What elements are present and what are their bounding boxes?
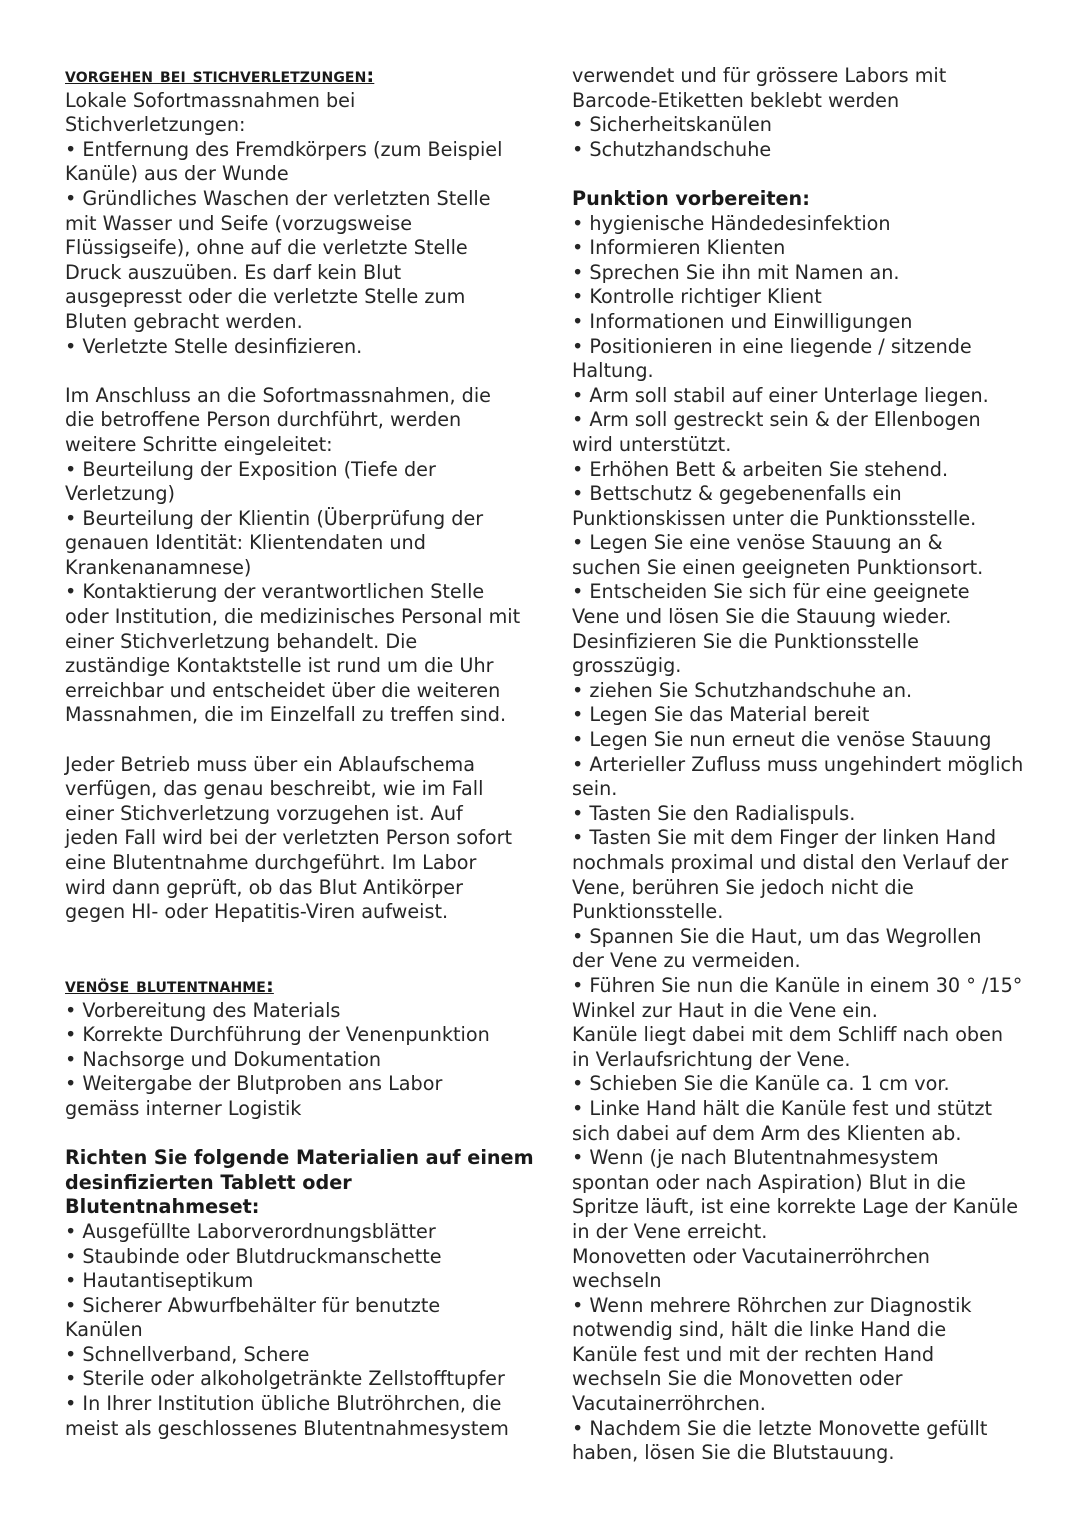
text-line: • Nachsorge und Dokumentation	[65, 1047, 382, 1071]
text-line: jeden Fall wird bei der verletzten Person sofort	[65, 826, 512, 850]
text-line: einer Stichverletzung vorzugehen ist. Auf	[65, 801, 463, 825]
text-line: • Positionieren in eine liegende / sitzende	[572, 334, 972, 358]
text-line: Spritze läuft, ist eine korrekte Lage der Kanüle	[572, 1195, 1019, 1219]
text-line: • In Ihrer Institution übliche Blutröhrchen, die	[65, 1392, 502, 1416]
left-section4-lines	[65, 999, 535, 1122]
left-section3-lines	[65, 753, 535, 925]
text-line: Punktionskissen unter die Punktionsstelle.	[572, 506, 977, 530]
text-line: • Ausgefüllte Laborverordnungsblätter	[65, 1219, 436, 1243]
text-line: • Bettschutz & gegebenenfalls ein	[572, 482, 902, 506]
text-line: • Sterile oder alkoholgetränkte Zellstofftupfer	[65, 1367, 505, 1391]
text-line: oder Institution, die medizinisches Personal mit	[65, 605, 521, 629]
text-line: Bluten gebracht werden.	[65, 309, 303, 333]
left-section1-lines	[65, 89, 535, 360]
text-line: • Erhöhen Bett & arbeiten Sie stehend.	[572, 457, 949, 481]
text-line: Desinfizieren Sie die Punktionsstelle grosszügig.	[572, 629, 919, 678]
text-line: erreichbar und entscheidet über die weiteren	[65, 678, 501, 702]
text-line: wechseln Sie die Monovetten oder	[572, 1367, 903, 1391]
text-line: gegen HI- oder Hepatitis-Viren aufweist.	[65, 900, 449, 924]
text-line: • Schutzhandschuhe	[572, 137, 772, 161]
text-line: Vacutainerröhrchen.	[572, 1392, 766, 1416]
text-line: • Kontaktierung der verantwortlichen Stelle	[65, 580, 485, 604]
text-line: sein.	[572, 777, 618, 801]
spacer	[65, 1122, 535, 1147]
text-line: Krankenanamnese)	[65, 555, 252, 579]
text-line: • Beurteilung der Klientin (Überprüfung der	[65, 506, 484, 530]
text-line: • Legen Sie eine venöse Stauung an &	[572, 531, 943, 555]
heading-materialien	[65, 1146, 535, 1220]
text-line: in der Vene erreicht.	[572, 1219, 768, 1243]
text-line: in Verlaufsrichtung der Vene.	[572, 1047, 851, 1071]
text-line: • Schnellverband, Schere	[65, 1342, 310, 1366]
text-line: Punktionsstelle.	[572, 900, 724, 924]
text-line: • Informieren Klienten	[572, 236, 786, 260]
text-line: • Führen Sie nun die Kanüle in einem 30 ° /15°	[572, 973, 1023, 997]
heading-stichverletzungen: vorgehen bei stichverletzungen:	[65, 64, 375, 87]
text-line: • Schieben Sie die Kanüle ca. 1 cm vor.	[572, 1072, 950, 1096]
text-line: Vene, berühren Sie jedoch nicht die	[572, 875, 914, 899]
text-line: • Wenn (je nach Blutentnahmesystem	[572, 1146, 939, 1170]
text-line: weitere Schritte eingeleitet:	[65, 432, 333, 456]
text-line: • Spannen Sie die Haut, um das Wegrollen	[572, 924, 982, 948]
text-line: • Linke Hand hält die Kanüle fest und stützt	[572, 1096, 992, 1120]
right-section1-lines	[572, 64, 1032, 162]
text-line: eine Blutentnahme durchgeführt. Im Labor	[65, 851, 477, 874]
heading-venoese-blutentnahme: venöse blutentnahme:	[65, 973, 274, 997]
right-section2-lines	[572, 212, 1032, 1466]
text-line: notwendig sind, hält die linke Hand die	[572, 1318, 947, 1342]
text-line: suchen Sie einen geeigneten Punktionsort.	[572, 555, 984, 579]
text-line: • Arterieller Zufluss muss ungehindert möglich	[572, 752, 1024, 776]
text-line: Kanüle fest und mit der rechten Hand	[572, 1342, 935, 1366]
spacer	[572, 162, 1032, 187]
spacer	[65, 359, 535, 384]
text-line: Verletzung)	[65, 482, 176, 506]
text-line: meist als geschlossenes Blutentnahmesystem	[65, 1416, 509, 1440]
text-line: Richten Sie folgende Materialien auf einem	[65, 1146, 534, 1170]
text-line: • Entfernung des Fremdkörpers (zum Beispiel	[65, 137, 503, 161]
text-line: • Informationen und Einwilligungen	[572, 309, 913, 333]
text-line: • Tasten Sie den Radialispuls.	[572, 801, 856, 825]
text-line: wechseln	[572, 1269, 662, 1293]
text-line: haben, lösen Sie die Blutstauung.	[572, 1441, 895, 1465]
text-line: • Korrekte Durchführung der Venenpunktion	[65, 1023, 490, 1047]
text-line: • Weitergabe der Blutproben ans Labor	[65, 1072, 443, 1096]
text-line: • ziehen Sie Schutzhandschuhe an.	[572, 678, 913, 702]
text-line: • Nachdem Sie die letzte Monovette gefüllt	[572, 1416, 988, 1440]
text-line: verfügen, das genau beschreibt, wie im Fall	[65, 777, 484, 801]
text-line: verwendet und für grössere Labors mit	[572, 64, 947, 87]
text-line: Monovetten oder Vacutainerröhrchen	[572, 1244, 930, 1268]
text-line: mit Wasser und Seife (vorzugsweise	[65, 211, 413, 235]
spacer	[65, 728, 535, 753]
text-line: wird dann geprüft, ob das Blut Antikörper	[65, 875, 463, 899]
left-section5-lines	[65, 1220, 535, 1441]
text-line: • Sicherheitskanülen	[572, 113, 772, 137]
text-line: spontan oder nach Aspiration) Blut in die	[572, 1170, 966, 1194]
text-line: • Wenn mehrere Röhrchen zur Diagnostik	[572, 1293, 972, 1317]
text-line: Vene und lösen Sie die Stauung wieder.	[572, 605, 952, 629]
text-line: Kanüle) aus der Wunde	[65, 162, 289, 186]
text-line: sich dabei auf dem Arm des Klienten ab.	[572, 1121, 962, 1145]
heading-punktion-vorbereiten: Punktion vorbereiten:	[572, 186, 810, 210]
text-line: Kanüle liegt dabei mit dem Schliff nach oben	[572, 1023, 1004, 1047]
text-line: • Legen Sie das Material bereit	[572, 703, 870, 727]
text-line: • Legen Sie nun erneut die venöse Stauung	[572, 728, 992, 752]
text-line: • Beurteilung der Exposition (Tiefe der	[65, 457, 436, 481]
text-line: nochmals proximal und distal den Verlauf der	[572, 851, 1009, 874]
text-line: gemäss interner Logistik	[65, 1096, 302, 1120]
text-line: • hygienische Händedesinfektion	[572, 211, 891, 235]
text-line: • Tasten Sie mit dem Finger der linken Hand	[572, 826, 997, 850]
text-line: ausgepresst oder die verletzte Stelle zum	[65, 285, 466, 309]
text-line: • Sprechen Sie ihn mit Namen an.	[572, 260, 900, 284]
text-line: Barcode-Etiketten beklebt werden	[572, 88, 900, 112]
text-line: • Staubinde oder Blutdruckmanschette	[65, 1244, 442, 1268]
text-line: desinfizierten Tablett oder Blutentnahmeset:	[65, 1170, 352, 1219]
text-line: einer Stichverletzung behandelt. Die	[65, 629, 418, 653]
text-line: Flüssigseife), ohne auf die verletzte Stelle	[65, 236, 468, 260]
text-line: • Entscheiden Sie sich für eine geeignete	[572, 580, 970, 604]
text-line: Im Anschluss an die Sofortmassnahmen, die	[65, 383, 491, 407]
text-line: • Kontrolle richtiger Klient	[572, 285, 822, 309]
text-line: der Vene zu vermeiden.	[572, 949, 801, 973]
text-line: die betroffene Person durchführt, werden	[65, 408, 462, 432]
text-line: • Sicherer Abwurfbehälter für benutzte	[65, 1293, 441, 1317]
text-line: zuständige Kontaktstelle ist rund um die Uhr	[65, 654, 494, 678]
text-line: • Gründliches Waschen der verletzten Stelle	[65, 186, 491, 210]
text-line: • Arm soll gestreckt sein & der Ellenbogen	[572, 408, 981, 432]
text-line: Massnahmen, die im Einzelfall zu treffen sind.	[65, 703, 507, 727]
text-line: Winkel zur Haut in die Vene ein.	[572, 998, 878, 1022]
text-line: • Vorbereitung des Materials	[65, 998, 341, 1022]
text-line: Lokale Sofortmassnahmen bei	[65, 88, 356, 112]
left-column	[65, 64, 535, 1441]
right-column	[572, 64, 1032, 1466]
text-line: • Arm soll stabil auf einer Unterlage liegen.	[572, 383, 989, 407]
text-line: • Hautantiseptikum	[65, 1269, 254, 1293]
text-line: Kanülen	[65, 1318, 143, 1342]
text-line: Druck auszuüben. Es darf kein Blut	[65, 260, 402, 284]
left-section2-lines	[65, 384, 535, 728]
text-line: genauen Identität: Klientendaten und	[65, 531, 426, 555]
text-line: Jeder Betrieb muss über ein Ablaufschema	[65, 752, 475, 776]
text-line: Stichverletzungen:	[65, 113, 246, 137]
text-line: Haltung.	[572, 359, 654, 383]
text-line: wird unterstützt.	[572, 432, 732, 456]
text-line: • Verletzte Stelle desinfizieren.	[65, 334, 363, 358]
spacer	[65, 925, 535, 974]
